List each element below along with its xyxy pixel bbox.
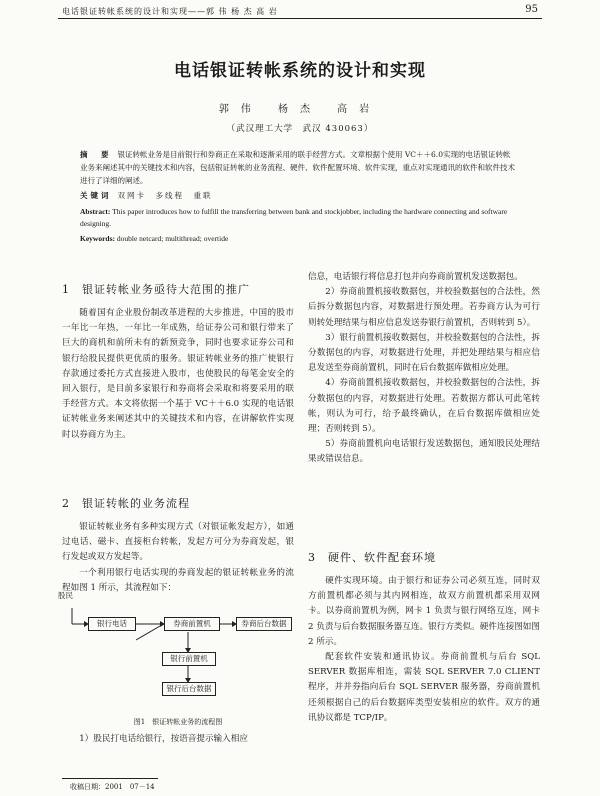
section-3-paragraph-1: 硬件实现环境。由于银行和证券公司必须互连，同时双方前置机都必须与其内网相连，故双方前置机都采用双网卡。以券商前置机为例，网卡 1 负责与银行网络互连，网卡 2 负责与后台数据服务器互连。银行方类似。硬件连接图如图 2 所示。: [308, 576, 540, 647]
figure-box-bank-backend: 银行后台数据: [162, 682, 216, 696]
section-1-paragraph: 随着国有企业股份制改革进程的大步推进，中国的股市一年比一年热，一年比一年成熟，给证券公司和银行带来了巨大的商机和前所未有的新预竞争，同时也要求证券公司和银行给股民提供更优质的服务。银证转帐业务的推广使银行存款通过委托方式直接进入股市，也使股民的每笔金安全的回入银行，是目前多家银行和券商将会采取和将要采用的联手经营方式。本文将依据一个基于 VC＋＋6.0 实现的电话银证转帐业务来阐述其中的关键技术和内容，在讲解软件实现时以券商方为主。: [62, 308, 294, 440]
abstract-block: [80, 148, 516, 187]
figure-box-bank: 银行前置机: [162, 652, 216, 666]
step-5-text: 5）券商前置机向电话银行发送数据包，通知股民处理结果或错误信息。: [308, 439, 540, 465]
section-2-heading: 2 银证转帐的业务流程: [62, 497, 190, 510]
keywords-en-text: double netcard; multithread; overtide: [116, 234, 229, 243]
figure-1: [58, 591, 294, 704]
page-number: 95: [525, 4, 538, 15]
arrow-return-line: [136, 626, 160, 640]
paper-affiliation: （武汉理工大学 武汉 430063）: [226, 124, 374, 134]
keywords-label: 关键词: [80, 191, 112, 200]
figure-box-backend: 券商后台数据: [236, 617, 292, 631]
header-rule: [58, 18, 542, 19]
section-3-heading: 3 硬件、软件配套环境: [308, 551, 436, 564]
received-date: 收稿日期：2001 07－14: [70, 783, 155, 791]
section-3-body: [308, 574, 540, 726]
abstract-label: 摘 要: [80, 150, 112, 159]
step-1-continuation: 信息，电话银行将信息打包并向券商前置机发送数据包。: [308, 272, 523, 282]
section-1-heading: 1 银证转帐业务亟待大范围的推广: [62, 283, 250, 296]
step-4-text: 4）券商前置机接收数据包，并校验数据包的合法性，拆分数据包的内容，对数据进行处理。若数据方都认可此笔转帐，则认为可行，给予最终确认，在后台数据库做相应处理；否则转到 5）。: [308, 378, 540, 435]
step-3-text: 3）银行前置机接收数据包，并校验数据包的合法性，拆分数据包的内容，对数据进行处理，并把处理结果与相应信息发送至券商前置机，同时在后台数据库做相应处理。: [308, 332, 540, 374]
abstract-en-text: This paper introduces how to fulfill the transferring between bank and stockjobber, including the hardware connecting and software designing.: [80, 207, 508, 228]
keywords-text: 双网卡 多线程 重联: [117, 191, 213, 200]
paper-authors: 郭伟 杨杰 高岩: [218, 104, 382, 115]
figure-box-phone: 银行电话: [88, 617, 136, 631]
keywords-block: [80, 190, 516, 201]
step-2-text: 2）券商前置机接收数据包，并校验数据包的合法性，然后拆分数据包内容，对数据进行预处理。若券商方认为可行则转处理结果与相应信息发送券银行前置机，否则转到 5）。: [308, 287, 540, 328]
footnote-rule: [62, 778, 158, 779]
figure-box-broker: 券商前置机: [164, 617, 220, 631]
abstract-text: 银证转帐业务是目前银行和券商正在采取和逐渐采用的联手经营方式。文章根据个使用 VC＋＋6.0实现的电话银证转帐业务来阐述其中的关键技术和内容，包括银证转帐的业务流程、硬件、软件配置环境、软件实现，重点对实现通讯的软件和软件技术进行了详细的阐述。: [80, 150, 515, 185]
figure-investor-label: 股民: [58, 591, 73, 600]
keywords-en-label: Keywords:: [80, 234, 115, 243]
abstract-en-label: Abstract:: [80, 207, 111, 216]
running-header: 电话银证转帐系统的设计和实现——郭 伟 杨 杰 高 岩: [62, 7, 278, 16]
section-2-continuation: [62, 732, 294, 747]
section-2-paragraph-1: 银证转帐业务有多种实现方式（对银证帐发起方），如通过电话、磁卡、直接柜台转帐，发起方可分为券商发起，银行发起或双方发起等。: [62, 522, 294, 563]
figure-1-caption: 图1 银证转帐业务的流程图: [133, 718, 223, 726]
section-2-body: [62, 520, 294, 596]
section-1-body: [62, 306, 294, 443]
section-2-paragraph-2: 一个利用银行电话实现的券商发起的银证转帐业务的流程如图 1 所示，其流程如下：: [62, 567, 294, 593]
step-1-text: 1）股民打电话给银行，按语音提示输入相应: [79, 734, 248, 744]
right-column-top: [308, 270, 540, 468]
abstract-en-block: [80, 206, 516, 230]
keywords-en-block: [80, 234, 516, 243]
paper-title: 电话银证转帐系统的设计和实现: [174, 61, 426, 81]
section-3-paragraph-2: 配套软件安装和通讯协议。券商前置机与后台 SQL SERVER 数据库相连，需装 SQL SERVER 7.0 CLIENT 程序，并并券指向后台 SQL SERVER 服务器，券商前置机还须根据自己的后台数据库类型安装相应的软件。双方的通讯协议都是 TCP/IP。: [308, 652, 540, 723]
